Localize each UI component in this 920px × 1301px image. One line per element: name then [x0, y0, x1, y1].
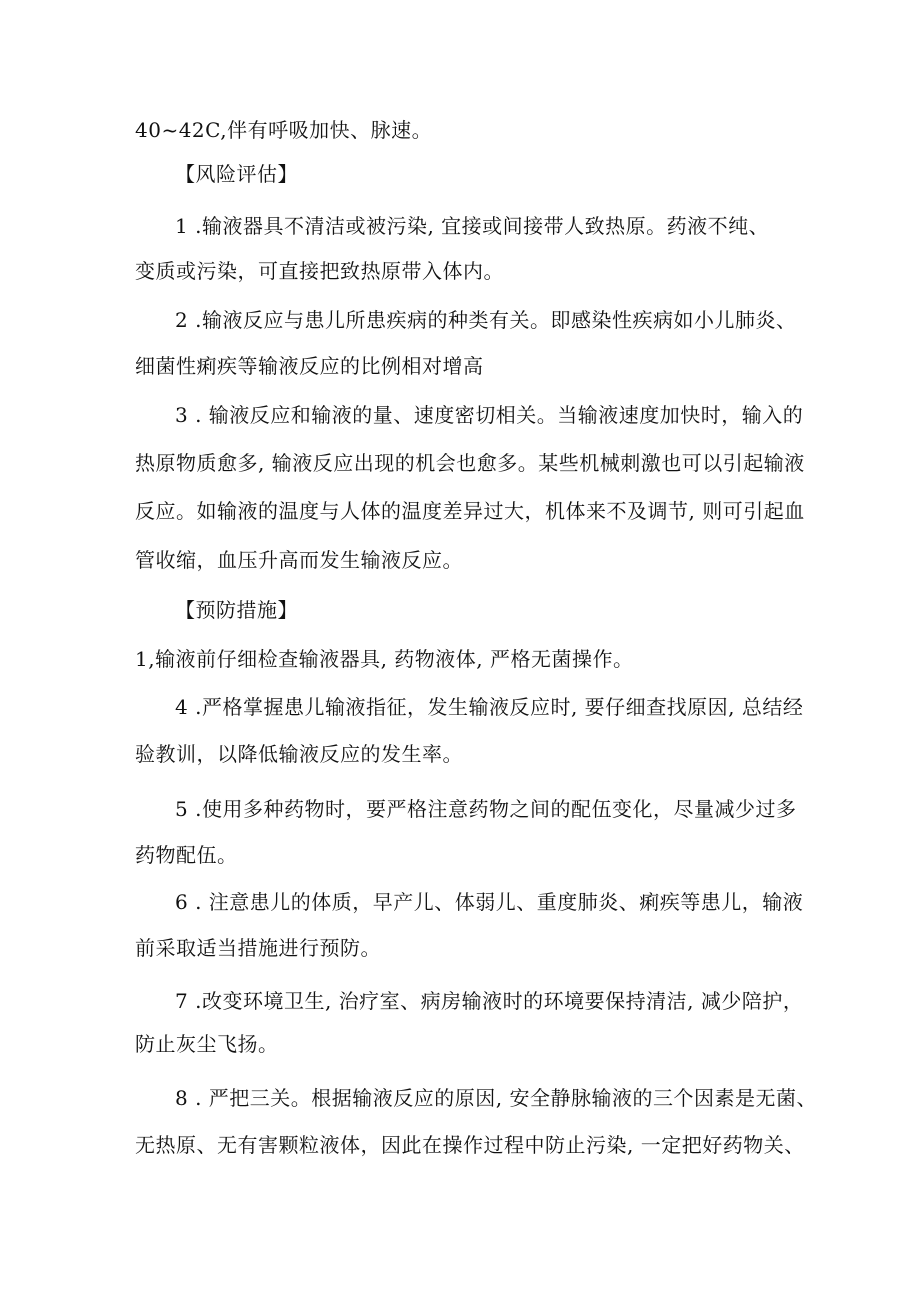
prevention-item-7-line-2: 防止灰尘飞扬。 [135, 1032, 279, 1056]
risk-item-3-line-3: 反应。如输液的温度与人体的温度差异过大，机体来不及调节, 则可引起血 [135, 499, 805, 523]
prevention-item-8-line-1: 8 . 严把三关。根据输液反应的原因, 安全静脉输液的三个因素是无菌、 [175, 1086, 818, 1110]
prevention-item-5-line-2: 药物配伍。 [135, 843, 238, 867]
intro-line: 40~42C,伴有呼吸加快、脉速。 [135, 118, 433, 142]
prevention-item-4-line-1: 4 .严格掌握患儿输液指征，发生输液反应时, 要仔细查找原因, 总结经 [175, 695, 804, 719]
risk-item-3-line-1: 3 . 输液反应和输液的量、速度密切相关。当输液速度加快时，输入的 [175, 403, 804, 427]
risk-item-2-line-2: 细菌性痢疾等输液反应的比例相对增高 [135, 354, 484, 378]
prevention-item-1-line-1: 1,输液前仔细检查输液器具, 药物液体, 严格无菌操作。 [135, 647, 634, 671]
section-heading-prevention: 【预防措施】 [175, 598, 298, 622]
section-heading-risk: 【风险评估】 [175, 162, 298, 186]
prevention-item-5-line-1: 5 .使用多种药物时，要严格注意药物之间的配伍变化，尽量减少过多 [175, 797, 797, 821]
prevention-item-4-line-2: 验教训，以降低输液反应的发生率。 [135, 742, 463, 766]
prevention-item-7-line-1: 7 .改变环境卫生, 治疗室、病房输液时的环境要保持清洁, 减少陪护， [175, 989, 804, 1013]
risk-item-3-line-2: 热原物质愈多, 输液反应出现的机会也愈多。某些机械刺激也可以引起输液 [135, 451, 805, 475]
prevention-item-6-line-2: 前采取适当措施进行预防。 [135, 936, 381, 960]
risk-item-1-line-1: 1 .输液器具不清洁或被污染, 宜接或间接带人致热原。药液不纯、 [175, 214, 770, 238]
risk-item-3-line-4: 管收缩，血压升高而发生输液反应。 [135, 548, 463, 572]
prevention-item-6-line-1: 6 . 注意患儿的体质，早产儿、体弱儿、重度肺炎、痢疾等患儿，输液 [175, 890, 804, 914]
prevention-item-8-line-2: 无热原、无有害颗粒液体，因此在操作过程中防止污染, 一定把好药物关、 [135, 1133, 805, 1157]
risk-item-1-line-2: 变质或污染，可直接把致热原带入体内。 [135, 259, 504, 283]
risk-item-2-line-1: 2 .输液反应与患儿所患疾病的种类有关。即感染性疾病如小儿肺炎、 [175, 308, 797, 332]
